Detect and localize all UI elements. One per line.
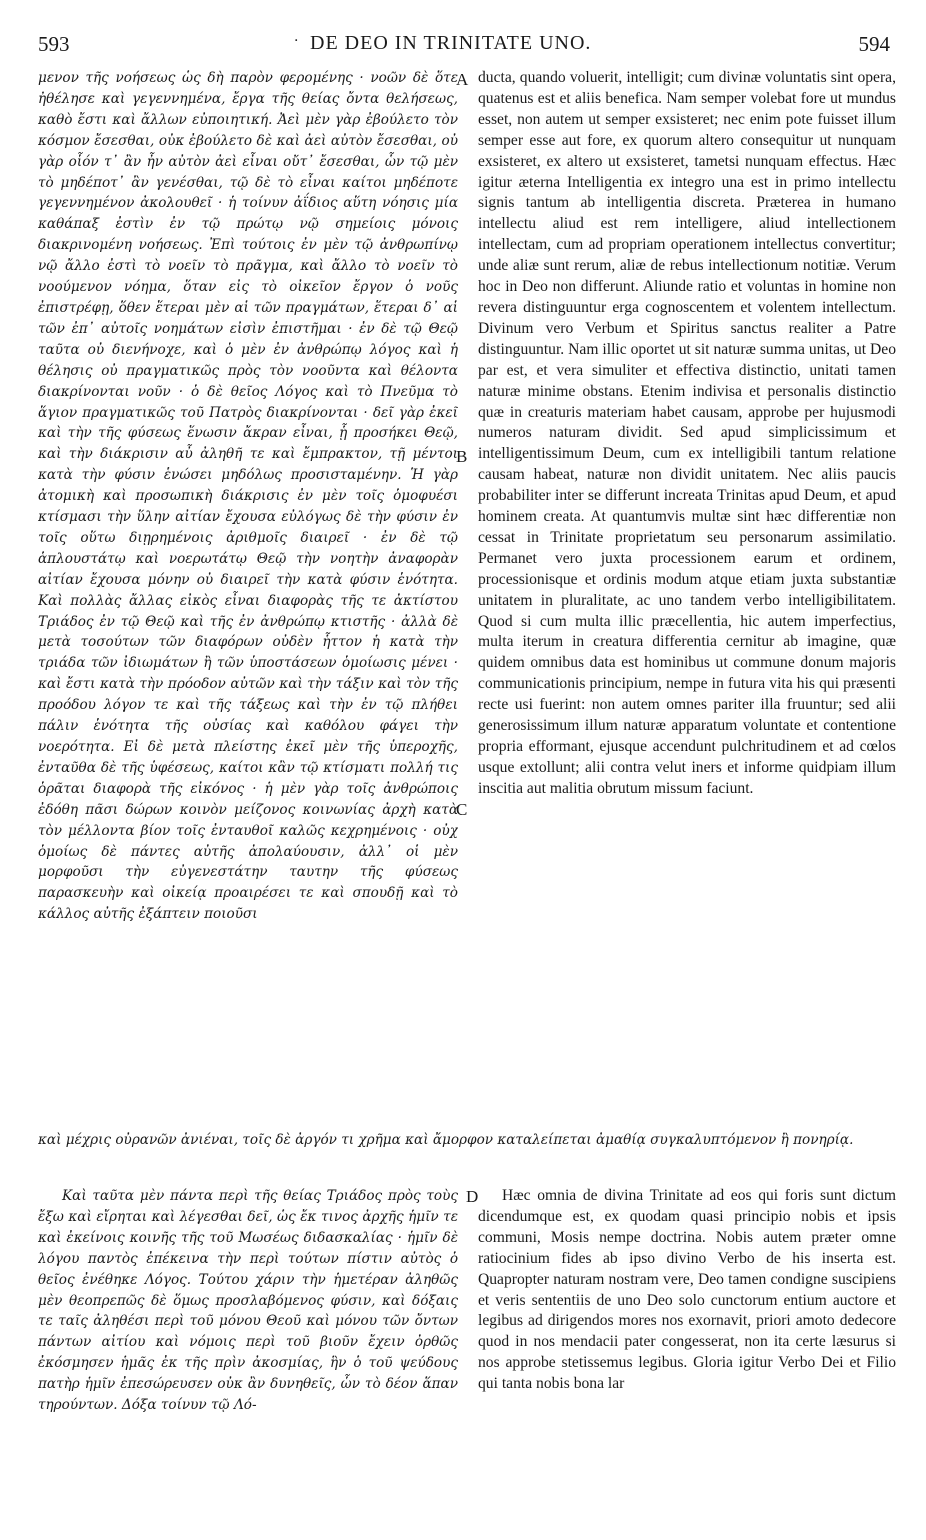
section-marker-a: A [456, 70, 469, 89]
latin-paragraph: ducta, quando voluerit, intelligit; cum divinæ voluntatis sint opera, quatenus est et aliis benefica. Nam semper volebat fore ut mundus esset, non autem ut semper exsisteret; nec enim pote fuisset illum semper esse aut fore, ex quorum altero consequitur ut nunquam exsisteret, ex altero ut exsisteret, tametsi nunquam effectus. Hæc igitur æterna Intelligentia ex integro una est in primo intellectu signis tantum ab intelligentia discreta. Præterea in humano intellectu aliud est rem intelligere, aliud intellectionem intellectam, cum ad propriam operationem intellectus convertitur; unde aliæ sunt rerum, aliæ de rebus intellectionum notitiæ. Verum hoc in Deo non differunt. Aliunde ratio et voluntas in homine non revera distinguuntur erga cognoscentem et volentem intellectum. Divinum vero Verbum et Spiritus sanctus realiter a Patre distinguuntur. Nam illic oportet ut sit naturæ summa unitas, ut Deo par est, et vera simuliter et effectiva distinctio, unitati tamen naturæ minime obstans. Etenim indivisa et personalis distinctio quæ in creaturis materiam habet causam, approbe per hujusmodi numeros naturam dividit. Sed apud simplicissimum et intelligentissimum Deum, cum ex intelligibili tantum relatione causam habeat, naturæ non dividit unitatem. Nec aliis paucis probabiliter inter se differunt increata Trinitas apud Deum, et apud hominem creata. At quantumvis multæ sint hæc differentiæ non cessat in Trinitate proprietatum seu personarum assimilatio. Permanet vero juxta processionem earum et ordinem, processionisque et ordinis modum atque etiam juxta substantiæ unitatem in pluralitate, ac uno tandem verbo intelligibilitatem. Quod si cum multa illic præcellentia, hic autem imperfectius, multa iterum in creatura differentia cernitur ab imagine, quæ quidem omnibus data est hominibus ut commune donum majoris communicationis principium, nempe in futura vita his qui præsenti recte usi fuerint: non autem omnes pariter illa fruuntur; sed alii generosissimum illum naturæ apparatum voluntate et contentione propria efformant, ejusque accendunt pulchritudinem et ad cœlos usque extollunt; alii contra velut iners et informe quidpiam illum inscitia aut malitia obrutum missum faciunt. [478, 69, 896, 797]
greek-column-top [38, 68, 458, 1130]
section-marker-c: C [456, 800, 468, 819]
header-dot: · [294, 33, 299, 49]
latin-column-top [478, 68, 896, 1130]
running-header [38, 32, 890, 60]
greek-column-bottom [38, 1186, 458, 1516]
latin-column-bottom [478, 1186, 896, 1516]
section-marker-d: D [466, 1187, 479, 1206]
greek-paragraph-2: Καὶ ταῦτα μὲν πάντα περὶ τῆς θείας Τριάδος πρὸς τοὺς ἔξω καὶ εἴρηται καὶ λέγεσθαι δεῖ, ὡς ἔκ τινος ἀρχῆς ἡμῖν τε καὶ ἐκείνοις κοινῆς τῆς τοῦ Μωσέως διδασκαλίας · ἡμῖν δὲ λόγου παντὸς ἐπέκεινα τὴν περὶ τούτων πίστιν αὐτὸς ὁ θεῖος ἐνέθηκε Λόγος. Τούτου χάριν τὴν ἡμετέραν ἀληθῶς μὲν θεοπρεπῶς δὲ ὅμως προσλαβόμενος φύσιν, καὶ δόξαις τε ταῖς ἀληθέσι περὶ τοῦ μόνου Θεοῦ καὶ μόνου τῶν ὄντων πάντων αἰτίου καὶ νόμοις περὶ τοῦ βιοῦν ἔχειν ὀρθῶς ἐκόσμησεν ἡμᾶς ἐκ τῆς πρὶν ἀκοσμίας, ἣν ὁ τοῦ ψεύδους πατὴρ ἡμῖν ἐπεσώρευσεν οὐκ ἂν δυνηθεῖς, ὧν τὸ δέον ἅπαν τηρούντων. Δόξα τοίνυν τῷ Λό- [38, 1188, 458, 1414]
greek-full-width-line [38, 1130, 896, 1178]
page-number-right: 594 [858, 32, 890, 56]
section-marker-b: B [456, 447, 468, 466]
greek-paragraph-end: καὶ μέχρις οὐρανῶν ἀνιέναι, τοῖς δὲ ἀργόν τι χρῆμα καὶ ἄμορφον καταλείπεται ἀμαθίᾳ συγκαλυπτόμενον ἢ πονηρίᾳ. [38, 1132, 854, 1148]
page-number-left: 593 [38, 32, 70, 56]
latin-paragraph-2: Hæc omnia de divina Trinitate ad eos qui foris sunt dictum dicendumque est, ex quodam quasi principio nobis et ipsis communi, Mosis nempe doctrina. Nobis autem præter omne ratiocinium fides ab ipso divino Verbo de his inserta est. Quapropter naturam nostram vere, Deo tamen condigne suscipiens et veris sententiis de uno Deo solo cunctorum entium auctore et legibus ad dirigendos mores nos exornavit, priori amoto dedecore quod in nos mendacii pater congesserat, non ita certe læsurus si nos approbe stetissemus legibus. Gloria igitur Verbo Dei et Filio qui tanta nobis bona lar [478, 1187, 896, 1393]
running-title: DE DEO IN TRINITATE UNO. [310, 32, 592, 54]
greek-paragraph: μενον τῆς νοήσεως ὡς δὴ παρὸν φερομένης · νοῶν δὲ ὅτε ἠθέλησε καὶ γεγεννημένα, ἔργα τῆς θείας ὄντα θελήσεως, καθὸ ἔστι καὶ ἄλλων εὐποιητική. Ἀεὶ μὲν γὰρ ἐβούλετο τὸν κόσμον ἔσεσθαι, οὐκ ἐβούλετο δὲ καὶ ἀεὶ αὐτὸν ἔσεσθαι, οὐ γὰρ οἷόν τ᾽ ἂν ἦν αὐτὸν ἀεὶ εἶναι οὔτ᾽ ἔσεσθαι, ὧν τῷ μὲν τὸ μηδέποτ᾽ ἂν γενέσθαι, τῷ δὲ τὸ εἶναι καίτοι μηδέποτε γεγεννημένον ἀκολουθεῖ · ἡ τοίνυν ἀΐδιος αὕτη νόησις μία καθάπαξ ἐστὶν ἐν τῷ πρώτῳ νῷ σημείοις μόνοις διακρινομένη νοήσεως. Ἐπὶ τούτοις ἐν μὲν τῷ ἀνθρωπίνῳ νῷ ἄλλο ἐστὶ τὸ νοεῖν τὸ πρᾶγμα, καὶ ἄλλο τὸ νοεῖν τὸ νοούμενον νόημα, ὅταν εἰς τὸ οἰκεῖον ἔργον ὁ νοῦς ἐπιστρέφῃ, ὅθεν ἕτεραι μὲν αἱ τῶν πραγμάτων, ἕτεραι δ᾽ αἱ τῶν ἐπ᾽ αὐτοῖς νοημάτων εἰσὶν ἐπιστῆμαι · ἐν δὲ τῷ Θεῷ ταῦτα οὐ διενήνοχε, καὶ ὁ μὲν ἐν ἀνθρώπῳ λόγος καὶ ἡ θέλησις οὐ πραγματικῶς πρὸς τὸν νοοῦντα καὶ θέλοντα διακρίνονται νοῦν · ὁ δὲ θεῖος Λόγος καὶ τὸ Πνεῦμα τὸ ἅγιον πραγματικῶς τοῦ Πατρὸς διακρίνονται · δεῖ γὰρ ἐκεῖ καὶ τὴν τῆς φύσεως ἕνωσιν ἄκραν εἶναι, ᾗ προσήκει Θεῷ, καὶ τὴν διάκρισιν αὖ ἀληθῆ τε καὶ ἔμπρακτον, τῇ μέντοι κατὰ τὴν φύσιν ἑνώσει μηδόλως προσισταμένην. Ἡ γὰρ ἀτομικὴ καὶ προσωπικὴ διάκρισις ἐν μὲν τοῖς ὁμοφυέσι κτίσμασι τὴν ὕλην αἰτίαν ἔχουσα εὐλόγως δὲ τὴν φύσιν ἐν τοῖς οὕτω διῃρημένοις ἀριθμοῖς διαιρεῖ · ἐν δὲ τῷ ἁπλουστάτῳ καὶ νοερωτάτῳ Θεῷ τὴν νοητὴν ἀναφορὰν αἰτίαν ἔχουσα μόνην οὐ διαιρεῖ τὴν κατὰ φύσιν ἑνότητα. Καὶ πολλὰς ἄλλας εἰκὸς εἶναι διαφορὰς τῆς τε ἀκτίστου Τριάδος ἐν τῷ Θεῷ καὶ τῆς ἐν ἀνθρώπῳ κτιστῆς · ἀλλὰ δὲ μετὰ τοσούτων τῶν διαφόρων οὐδὲν ἧττον ἡ κατὰ τὴν τριάδα τῶν ἰδιωμάτων ἢ τῶν ὑποστάσεων ὁμοίωσις μένει · καὶ ἔστι κατὰ τὴν πρόοδον αὐτῶν καὶ τὴν τάξιν καὶ τὸν τῆς προόδου λόγον τε καὶ τῆς τάξεως καὶ τὴν ἐν τῷ πλήθει πάλιν ἑνότητα τῆς οὐσίας καὶ καθόλου φάγει τὴν νοερότητα. Εἰ δὲ μετὰ πλείστης ἐκεῖ μὲν τῆς ὑπεροχῆς, ἐνταῦθα δὲ τῆς ὑφέσεως, καίτοι κἂν τῷ κτίσματι πολλή τις ὁρᾶται διαφορὰ τῆς εἰκόνος · ἡ μὲν γὰρ τοῖς ἀνθρώποις ἐδόθη πᾶσι δώρων κοινὸν μείζονος κοινωνίας ἀρχὴ κατὰ τὸν μέλλοντα βίον τοῖς ἐνταυθοῖ καλῶς κεχρημένοις · οὐχ ὁμοίως δὲ πάντες αὐτῆς ἀπολαύουσιν, ἀλλ᾽ οἱ μὲν μορφοῦσι τὴν εὐγενεστάτην ταυτην τῆς φύσεως παρασκευὴν καὶ οἰκείᾳ προαιρέσει τε καὶ σπουδῇ καὶ τὸ κάλλος αὐτῆς ἐξάπτειν ποιοῦσι [38, 70, 458, 923]
